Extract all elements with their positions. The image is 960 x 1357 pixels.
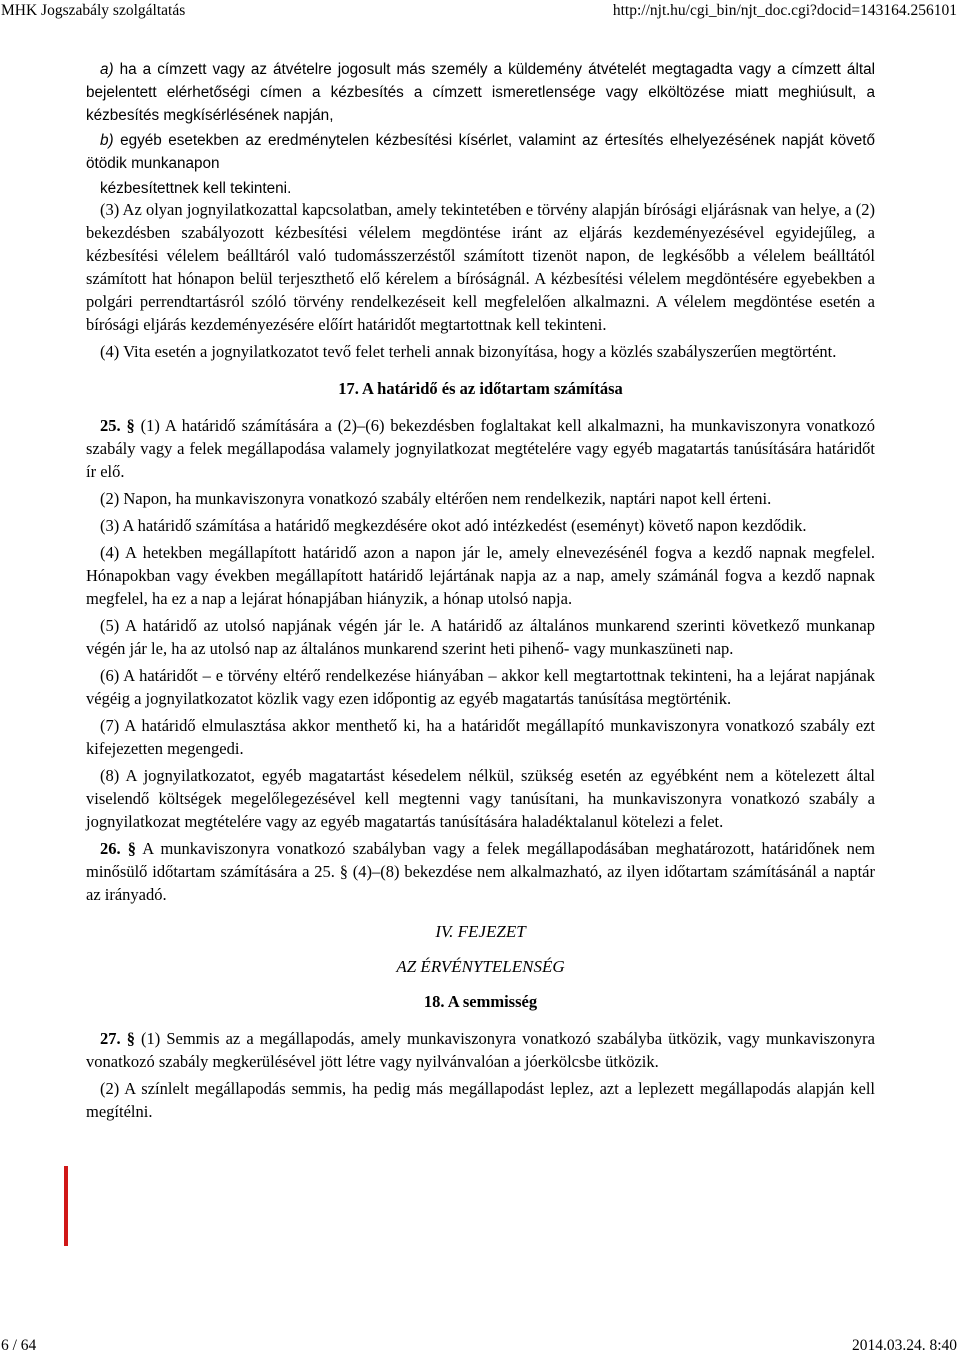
s25-paragraph-7: (7) A határidő elmulasztása akkor menthető ki, ha a határidőt megállapító munkaviszonyra vonatkozó szabály ezt kifejezetten megengedi. (86, 716, 875, 758)
s25-paragraph-4: (4) A hetekben megállapított határidő azon a napon jár le, amely elnevezésénél fogva a kezdő napnak megfelel. Hónapokban vagy években megállapított határidő lejártának napja az a nap, amely számánál fogva a kezdő napnak megfelel, ha ez a nap a lejárat hónapjában hiányzik, a hónap utolsó napja. (86, 543, 875, 608)
clause-b (86, 129, 875, 175)
s25-paragraph-5: (5) A határidő az utolsó napjának végén jár le. A határidő az általános munkarend szerinti következő munkanap végén jár le, ha az utolsó nap az általános munkarend szerint heti pihenő- vagy munkaszüneti nap. (86, 616, 875, 658)
clause-closing: kézbesítettnek kell tekinteni. (100, 180, 292, 197)
s25-paragraph-6: (6) A határidőt – e törvény eltérő rendelkezése hiányában – akkor kell megtartottnak tekinteni, ha a lejárat napjának végéig a jognyilatkozatot közlik vagy ezen időpontig az egyéb magatartás tanúsítása megtörténik. (86, 666, 875, 708)
main-text (86, 198, 875, 1127)
header-site-name: MHK Jogszabály szolgáltatás (1, 2, 186, 19)
s25-paragraph-2: (2) Napon, ha munkaviszonyra vonatkozó szabály eltérően nem rendelkezik, naptári napot kell érteni. (100, 489, 772, 508)
clause-a-text: ha a címzett vagy az átvételre jogosult más személy a küldemény átvételét megtagadta vagy a címzett által bejelentett elérhetőségi címen a kézbesítés a címzett ismeretlensége vagy elköltözése miatt meghiúsult, a kézbesítés megkísérlésének napján, (86, 61, 875, 124)
s25-paragraph-8: (8) A jognyilatkozatot, egyéb magatartást késedelem nélkül, szükség esetén az egyébként nem a kötelezett által viselendő költségek megelőlegezésével kell megtenni vagy tanúsítani, ha munkaviszonyra vonatkozó szabály a jognyilatkozat megtételére vagy az egyéb magatartás tanúsítására haladéktalanul kötelezi a felet. (86, 766, 875, 831)
section-sign: § (127, 839, 137, 858)
clause-b-text: egyéb esetekben az eredménytelen kézbesítési kísérlet, valamint az értesítés elhelyezésének napját követő ötödik munkanapon (86, 132, 876, 172)
chapter-number: IV. FEJEZET (435, 922, 526, 941)
clause-a-label: a) (100, 61, 114, 78)
s25-number: 25. (100, 416, 121, 435)
paragraph-4: (4) Vita esetén a jognyilatkozatot tevő felet terheli annak bizonyítása, hogy a közlés szabályszerűen megtörtént. (100, 342, 837, 361)
s26-text: A munkaviszonyra vonatkozó szabályban vagy a felek megállapodásában meghatározott, határidőnek nem minősülő időtartam számítására a 25. § (4)–(8) bekezdése nem alkalmazható, az ilyen időtartam számításánál a naptár az irányadó. (86, 839, 876, 904)
section-heading-18: 18. A semmisség (423, 992, 538, 1011)
s27-paragraph-1 (86, 1027, 875, 1073)
s26-paragraph (86, 837, 875, 906)
section-heading-17: 17. A határidő és az időtartam számítása (338, 379, 623, 398)
header-url[interactable]: http://njt.hu/cgi_bin/njt_doc.cgi?docid=143164.256101 (612, 2, 957, 19)
paragraph-3: (3) Az olyan jognyilatkozattal kapcsolatban, amely tekintetében e törvény alapján bírósági eljárásnak van helye, a (2) bekezdésben szabályozott kézbesítési vélelem megdöntése iránt az eljárás kezdeményezésével egyidejűleg, a kézbesítési vélelem beálltáról való tudomásszerzéstől számított tizenöt napon, de legkésőbb a vélelem beálltától számított hat hónapon belül terjeszthető elő kérelem a bíróságnál. A kézbesítési vélelem megdöntésére egyebekben a polgári perrendtartásról szóló törvény rendelkezéseit kell megfelelően alkalmazni. A vélelem megdöntése esetén a bírósági eljárás kezdeményezésére előírt határidőt megtartottnak kell tekinteni. (86, 200, 875, 334)
delivery-clauses (86, 58, 875, 200)
clause-b-label: b) (100, 132, 114, 149)
section-sign: § (126, 1029, 135, 1048)
s25-paragraph-1 (86, 414, 875, 483)
s25-text-1: (1) A határidő számítására a (2)–(6) bekezdésben foglaltakat kell alkalmazni, ha munkaviszonyra vonatkozó szabály vagy a felek megállapodása valamely jognyilatkozat megtételére vagy egyéb magatartás tanúsítására határidőt ír elő. (86, 416, 876, 481)
chapter-title: AZ ÉRVÉNYTELENSÉG (396, 957, 565, 976)
print-timestamp: 2014.03.24. 8:40 (851, 1337, 957, 1354)
s27-paragraph-2: (2) A színlelt megállapodás semmis, ha pedig más megállapodást leplez, azt a leplezett megállapodás alapján kell megítélni. (86, 1079, 875, 1121)
s25-paragraph-3: (3) A határidő számítása a határidő megkezdésére okot adó intézkedést (eseményt) követő napon kezdődik. (100, 516, 807, 535)
s27-text-1: (1) Semmis az a megállapodás, amely munkaviszonyra vonatkozó szabályba ütközik, vagy munkaviszonyra vonatkozó szabály megkerülésével jött létre vagy nyilvánvalóan a jóerkölcsbe ütközik. (86, 1029, 875, 1071)
revision-marker-bar (64, 1166, 68, 1246)
s27-number: 27. (100, 1029, 121, 1048)
s26-number: 26. (100, 839, 121, 858)
section-sign: § (126, 416, 135, 435)
page-number: 6 / 64 (1, 1337, 37, 1354)
clause-a (86, 58, 875, 127)
